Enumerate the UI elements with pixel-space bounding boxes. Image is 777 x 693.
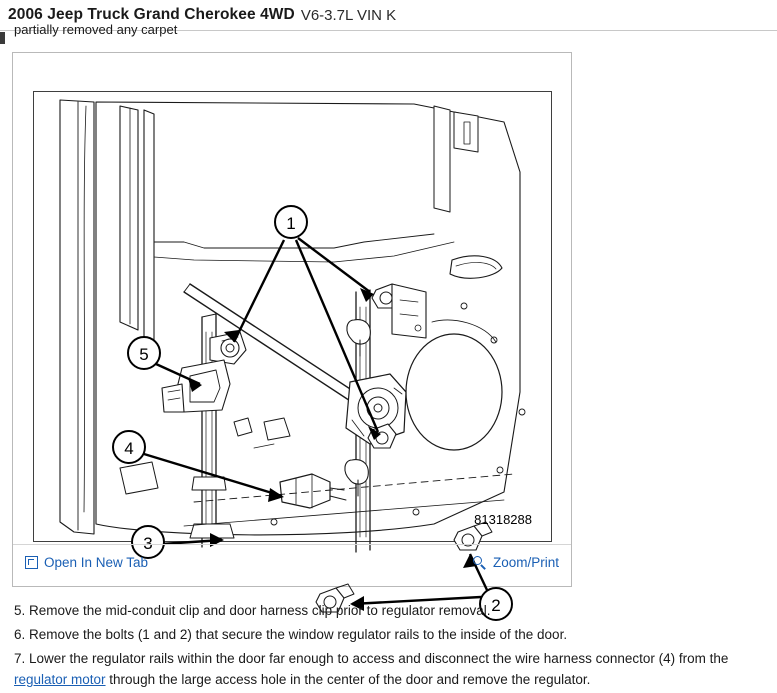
open-in-new-tab-icon: [25, 556, 38, 569]
step-7: [14, 648, 764, 690]
open-in-new-tab-button[interactable]: [25, 555, 148, 570]
left-rail-marker: [0, 32, 5, 44]
step-7-prefix: 7. Lower the regulator rails within the door far enough to access and disconnect the wire harness connector (4) from the: [14, 651, 729, 666]
clipped-text-line: [14, 22, 714, 44]
open-in-new-tab-label: Open In New Tab: [44, 555, 149, 570]
zoom-print-label: Zoom/Print: [492, 555, 559, 570]
zoom-print-button[interactable]: [473, 555, 559, 570]
step-7-suffix: through the large access hole in the center of the door and remove the regulator.: [105, 672, 591, 687]
svg-text:81318288: 81318288: [474, 512, 532, 527]
step-6: 6. Remove the bolts (1 and 2) that secure the window regulator rails to the inside of the door.: [14, 627, 568, 642]
regulator-motor-link[interactable]: regulator motor: [14, 672, 106, 687]
magnifier-icon: [473, 556, 487, 570]
svg-text:2: 2: [491, 596, 501, 615]
page-title: 2006 Jeep Truck Grand Cherokee 4WD: [8, 6, 295, 23]
svg-text:5: 5: [139, 345, 149, 364]
engine-spec: V6-3.7L VIN K: [300, 6, 397, 24]
procedure-steps: [14, 600, 764, 693]
step-5: 5. Remove the mid-conduit clip and door harness clip prior to regulator removal.: [14, 603, 491, 618]
svg-text:4: 4: [124, 439, 134, 458]
svg-text:1: 1: [286, 214, 296, 233]
svg-text:3: 3: [143, 534, 153, 553]
clipped-text: partially removed any carpet: [14, 22, 178, 37]
figure-footer: [13, 544, 571, 586]
